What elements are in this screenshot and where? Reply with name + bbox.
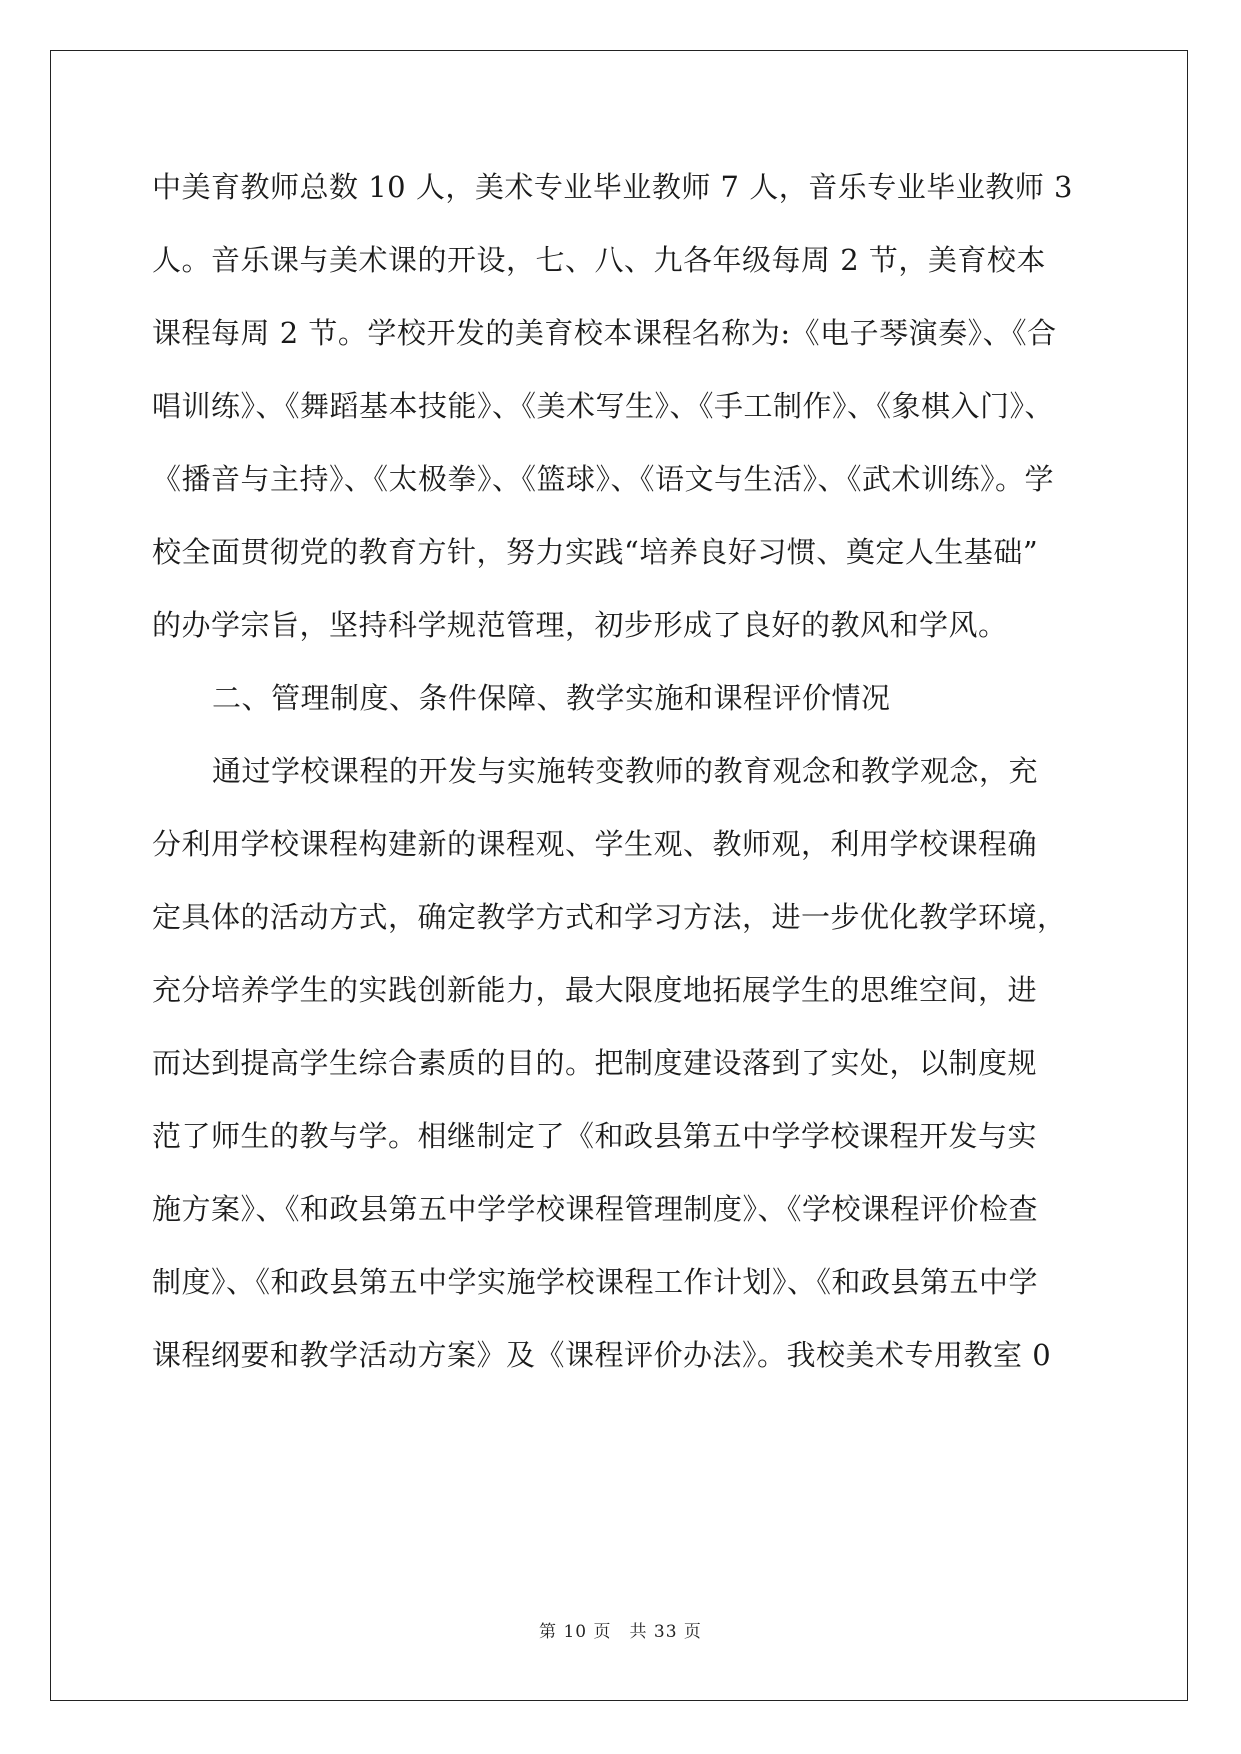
text-line: 而达到提高学生综合素质的目的。把制度建设落到了实处，以制度规 (152, 1046, 1038, 1080)
text-line: 校全面贯彻党的教育方针，努力实践“培养良好习惯、奠定人生基础” (152, 535, 1039, 569)
text-line: 通过学校课程的开发与实施转变教师的教育观念和教学观念，充 (212, 754, 1039, 788)
section-heading: 二、管理制度、条件保障、教学实施和课程评价情况 (212, 681, 891, 715)
text-line: 《播音与主持》、《太极拳》、《篮球》、《语文与生活》、《武术训练》。学 (152, 462, 1055, 496)
text-line: 唱训练》、《舞蹈基本技能》、《美术写生》、《手工制作》、《象棋入门》、 (152, 389, 1055, 423)
text-line: 中美育教师总数 10 人，美术专业毕业教师 7 人，音乐专业毕业教师 3 (152, 170, 1073, 204)
text-line: 人。音乐课与美术课的开设，七、八、九各年级每周 2 节，美育校本 (152, 243, 1046, 277)
text-line: 范了师生的教与学。相继制定了《和政县第五中学学校课程开发与实 (152, 1119, 1038, 1153)
page-number-footer: 第 10 页 共 33 页 (539, 1622, 702, 1642)
text-line: 课程每周 2 节。学校开发的美育校本课程名称为:《电子琴演奏》、《合 (152, 316, 1057, 350)
text-line: 充分培养学生的实践创新能力，最大限度地拓展学生的思维空间，进 (152, 973, 1038, 1007)
text-line: 制度》、《和政县第五中学实施学校课程工作计划》、《和政县第五中学 (152, 1265, 1039, 1299)
text-line: 施方案》、《和政县第五中学学校课程管理制度》、《学校课程评价检查 (152, 1192, 1039, 1226)
text-line: 的办学宗旨，坚持科学规范管理，初步形成了良好的教风和学风。 (152, 608, 1008, 642)
text-line: 课程纲要和教学活动方案》及《课程评价办法》。我校美术专用教室 0 (152, 1338, 1052, 1372)
text-line: 定具体的活动方式，确定教学方式和学习方法，进一步优化教学环境， (152, 900, 1067, 934)
text-line: 分利用学校课程构建新的课程观、学生观、教师观，利用学校课程确 (152, 827, 1038, 861)
document-body (152, 166, 1092, 1407)
